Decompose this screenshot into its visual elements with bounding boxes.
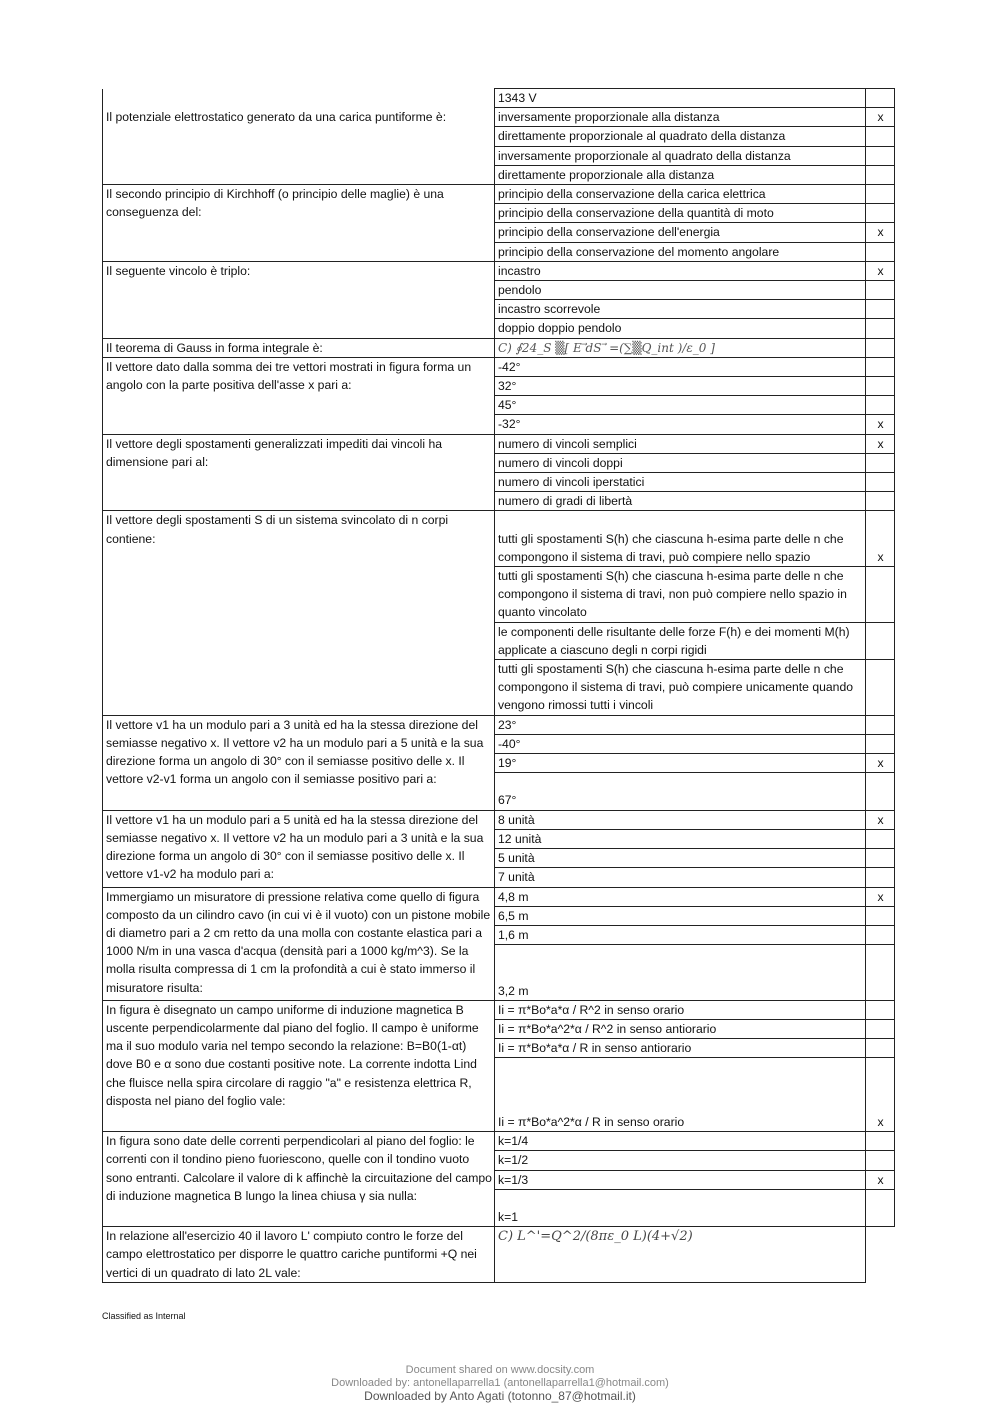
answer-text: numero di gradi di libertà [498, 494, 633, 509]
correct-mark: x [866, 754, 895, 773]
answer-option [495, 754, 866, 773]
answer-text: 67° [498, 793, 517, 808]
answer-option [495, 242, 866, 261]
correct-mark [866, 829, 895, 848]
answer-option [495, 868, 866, 887]
answer-option [495, 945, 866, 1001]
correct-mark [866, 1039, 895, 1058]
answer-row [103, 434, 895, 453]
correct-mark [866, 377, 895, 396]
correct-mark [866, 1019, 895, 1038]
answer-row [103, 89, 895, 108]
answer-text: inversamente proporzionale al quadrato della distanza [498, 148, 791, 163]
answer-text: 4,8 m [498, 889, 529, 904]
answer-option [495, 660, 866, 716]
correct-mark [866, 281, 895, 300]
quiz-sheet [102, 88, 894, 1283]
answer-row [103, 108, 895, 127]
correct-mark: x [866, 223, 895, 242]
footer-downloaded-by-line: Downloaded by: antonellaparrella1 (antonellaparrella1@hotmail.com) [331, 1377, 669, 1389]
question-text: Il teorema di Gauss in forma integrale è: [103, 338, 495, 357]
answer-text: 12 unità [498, 831, 542, 846]
answer-text: Ii = π*Bo*a^2*α / R^2 in senso antiorario [498, 1021, 717, 1036]
question-text: In figura sono date delle correnti perpendicolari al piano del foglio: le correnti con il tondino pieno fuoriescono, quelle con il tondino vuoto sono entranti. Calcolare il valore di k affinchè la circuitazione del campo di induzione magnetica B lungo la linea chiusa γ sia nulla: [103, 1132, 495, 1227]
answer-row [103, 1227, 895, 1283]
answer-option [495, 223, 866, 242]
answer-row [103, 261, 895, 280]
answer-row [103, 511, 895, 567]
question-text: Il secondo principio di Kirchhoff (o principio delle maglie) è una conseguenza del: [103, 185, 495, 262]
answer-text: 1343 V [498, 91, 537, 105]
answer-option [495, 492, 866, 511]
correct-mark [866, 622, 895, 659]
page-footer [0, 1364, 1000, 1403]
answer-option [495, 1151, 866, 1170]
correct-mark: x [866, 434, 895, 453]
correct-mark: x [866, 1058, 895, 1132]
correct-mark [866, 1227, 895, 1283]
answer-row [103, 1000, 895, 1019]
correct-mark [866, 89, 895, 108]
answer-text: tutti gli spostamenti S(h) che ciascuna h-esima parte delle n che compongono il sistema di travi, può compiere nello spazio [498, 531, 844, 564]
question-text [103, 89, 495, 108]
correct-mark [866, 1132, 895, 1151]
correct-mark [866, 146, 895, 165]
answer-text: 7 unità [498, 870, 535, 885]
answer-row [103, 715, 895, 734]
answer-option [495, 1000, 866, 1019]
answer-text: k=1/4 [498, 1134, 529, 1149]
answer-text: numero di vincoli doppi [498, 455, 623, 470]
question-text: Il vettore degli spostamenti generalizzati impediti dai vincoli ha dimensione pari al: [103, 434, 495, 511]
answer-option [495, 108, 866, 127]
answer-text: 8 unità [498, 812, 535, 827]
answer-text: principio della conservazione della carica elettrica [498, 187, 766, 202]
answer-option [495, 849, 866, 868]
answer-text: 19° [498, 756, 517, 771]
answer-option [495, 415, 866, 434]
correct-mark [866, 868, 895, 887]
answer-text: 1,6 m [498, 927, 529, 942]
correct-mark: x [866, 415, 895, 434]
answer-text: tutti gli spostamenti S(h) che ciascuna h-esima parte delle n che compongono il sistema di travi, non può compiere nello spazio in quanto vincolato [498, 569, 847, 620]
answer-option [495, 773, 866, 810]
correct-mark [866, 396, 895, 415]
answer-text: doppio doppio pendolo [498, 321, 622, 336]
formula-text: C) ∮24_S ▒[ E ⃗dS ⃗ =(∑▒Q_int )/ε_0 ] [498, 340, 715, 355]
correct-mark: x [866, 261, 895, 280]
answer-option [495, 810, 866, 829]
answer-text: 23° [498, 717, 517, 732]
answer-option [495, 622, 866, 659]
answer-text: -32° [498, 417, 521, 432]
answer-option [495, 734, 866, 753]
answer-option [495, 567, 866, 623]
question-text: Immergiamo un misuratore di pressione relativa come quello di figura composto da un cilindro cavo (in cui vi è il vuoto) con un pistone mobile di diametro pari a 2 cm retto da una molla con costante elastica pari a 1000 N/m in una vasca d'acqua (densità pari a 1000 kg/m^3). Se la molla risulta compressa di 1 cm la profondità a cui è stato immerso il misuratore risulta: [103, 887, 495, 1000]
quiz-table [102, 88, 895, 1283]
correct-mark [866, 204, 895, 223]
correct-mark [866, 1189, 895, 1226]
answer-option [495, 1227, 866, 1283]
footer-shared-line: Document shared on www.docsity.com [405, 1364, 595, 1376]
correct-mark [866, 185, 895, 204]
correct-mark [866, 127, 895, 146]
correct-mark [866, 165, 895, 184]
answer-text: 5 unità [498, 851, 535, 866]
question-text: Il vettore v1 ha un modulo pari a 5 unità ed ha la stessa direzione del semiasse negativo x. Il vettore v2 ha un modulo pari a 3 unità e la sua direzione forma un angolo di 30° con il semiasse positivo delle x. Il vettore v1-v2 ha modulo pari a: [103, 810, 495, 887]
answer-option [495, 165, 866, 184]
answer-option [495, 300, 866, 319]
answer-text: numero di vincoli iperstatici [498, 475, 645, 490]
answer-row [103, 357, 895, 376]
answer-text: Ii = π*Bo*a^2*α / R in senso orario [498, 1114, 685, 1129]
answer-option [495, 1132, 866, 1151]
answer-row [103, 810, 895, 829]
answer-row [103, 338, 895, 357]
correct-mark [866, 906, 895, 925]
answer-row [103, 887, 895, 906]
answer-text: 45° [498, 398, 517, 413]
correct-mark [866, 473, 895, 492]
question-text: Il vettore v1 ha un modulo pari a 3 unità ed ha la stessa direzione del semiasse negativo x. Il vettore v2 ha un modulo pari a 5 unità e la sua direzione forma un angolo di 30° con il semiasse positivo delle x. Il vettore v2-v1 forma un angolo con il semiasse positivo pari a: [103, 715, 495, 810]
question-text: Il seguente vincolo è triplo: [103, 261, 495, 338]
correct-mark [866, 492, 895, 511]
answer-option [495, 1019, 866, 1038]
answer-text: -42° [498, 359, 521, 374]
answer-option [495, 887, 866, 906]
answer-option [495, 396, 866, 415]
answer-option [495, 146, 866, 165]
answer-text: le componenti delle risultante delle forze F(h) e dei momenti M(h) applicate a ciascuno degli n corpi rigidi [498, 624, 850, 657]
answer-text: 3,2 m [498, 983, 529, 998]
correct-mark [866, 773, 895, 810]
correct-mark [866, 300, 895, 319]
answer-text: principio della conservazione della quantità di moto [498, 206, 774, 221]
answer-text: k=1/2 [498, 1153, 529, 1168]
correct-mark: x [866, 810, 895, 829]
answer-text: Ii = π*Bo*a*α / R^2 in senso orario [498, 1002, 685, 1017]
correct-mark: x [866, 1170, 895, 1189]
answer-row [103, 185, 895, 204]
answer-option [495, 1058, 866, 1132]
answer-text: principio della conservazione dell'energia [498, 225, 720, 240]
answer-text: pendolo [498, 283, 542, 298]
answer-option [495, 1170, 866, 1189]
answer-text: numero di vincoli semplici [498, 436, 637, 451]
answer-text: tutti gli spostamenti S(h) che ciascuna h-esima parte delle n che compongono il sistema di travi, può compiere unicamente quando vengono rimossi tutti i vincoli [498, 662, 853, 713]
answer-option [495, 204, 866, 223]
question-text: Il potenziale elettrostatico generato da una carica puntiforme è: [103, 108, 495, 185]
answer-text: incastro scorrevole [498, 302, 601, 317]
answer-text: principio della conservazione del momento angolare [498, 244, 780, 259]
correct-mark [866, 567, 895, 623]
answer-option [495, 185, 866, 204]
answer-text: direttamente proporzionale alla distanza [498, 167, 715, 182]
answer-option [495, 1039, 866, 1058]
answer-text: k=1/3 [498, 1172, 529, 1187]
answer-option [495, 261, 866, 280]
answer-text: incastro [498, 263, 541, 278]
answer-text: k=1 [498, 1209, 518, 1224]
answer-option [495, 281, 866, 300]
formula-text: C) L^'=Q^2/(8πε_0 L)(4+√2) [498, 1229, 693, 1245]
answer-option [495, 715, 866, 734]
correct-mark [866, 453, 895, 472]
classification-note: Classified as Internal [102, 1311, 186, 1321]
correct-mark: x [866, 511, 895, 567]
answer-option [495, 357, 866, 376]
answer-text: 32° [498, 379, 517, 394]
correct-mark [866, 242, 895, 261]
answer-option [495, 434, 866, 453]
answer-text: -40° [498, 736, 521, 751]
answer-option [495, 377, 866, 396]
answer-option [495, 925, 866, 944]
answer-row [103, 1132, 895, 1151]
correct-mark [866, 338, 895, 357]
question-text: Il vettore dato dalla somma dei tre vettori mostrati in figura forma un angolo con la parte positiva dell'asse x pari a: [103, 357, 495, 434]
question-text: In relazione all'esercizio 40 il lavoro L' compiuto contro le forze del campo elettrostatico per disporre le quattro cariche puntiformi +Q nei vertici di un quadrato di lato 2L vale: [103, 1227, 495, 1283]
correct-mark [866, 849, 895, 868]
answer-text: 6,5 m [498, 908, 529, 923]
answer-option [495, 89, 866, 108]
correct-mark [866, 1151, 895, 1170]
answer-option [495, 453, 866, 472]
correct-mark [866, 734, 895, 753]
answer-text: Ii = π*Bo*a*α / R in senso antiorario [498, 1041, 692, 1056]
correct-mark [866, 925, 895, 944]
answer-text: direttamente proporzionale al quadrato della distanza [498, 129, 786, 144]
correct-mark [866, 319, 895, 338]
answer-option [495, 906, 866, 925]
question-text: In figura è disegnato un campo uniforme di induzione magnetica B uscente perpendicolarmente dal piano del foglio. Il campo è uniforme ma il suo modulo varia nel tempo secondo la relazione: B=B0(1-αt) dove B0 e α sono due costanti positive note. La corrente indotta Lind che fluisce nella spira circolare di raggio "a" e resistenza elettrica R, disposta nel piano del foglio vale: [103, 1000, 495, 1131]
answer-option [495, 338, 866, 357]
correct-mark [866, 945, 895, 1001]
answer-option [495, 319, 866, 338]
correct-mark [866, 357, 895, 376]
answer-option [495, 829, 866, 848]
correct-mark [866, 660, 895, 716]
answer-option [495, 511, 866, 567]
answer-option [495, 127, 866, 146]
footer-downloaded-line: Downloaded by Anto Agati (totonno_87@hotmail.it) [364, 1389, 636, 1403]
correct-mark [866, 715, 895, 734]
answer-option [495, 473, 866, 492]
correct-mark: x [866, 887, 895, 906]
correct-mark [866, 1000, 895, 1019]
question-text: Il vettore degli spostamenti S di un sistema svincolato di n corpi contiene: [103, 511, 495, 715]
answer-text: inversamente proporzionale alla distanza [498, 110, 720, 125]
correct-mark: x [866, 108, 895, 127]
